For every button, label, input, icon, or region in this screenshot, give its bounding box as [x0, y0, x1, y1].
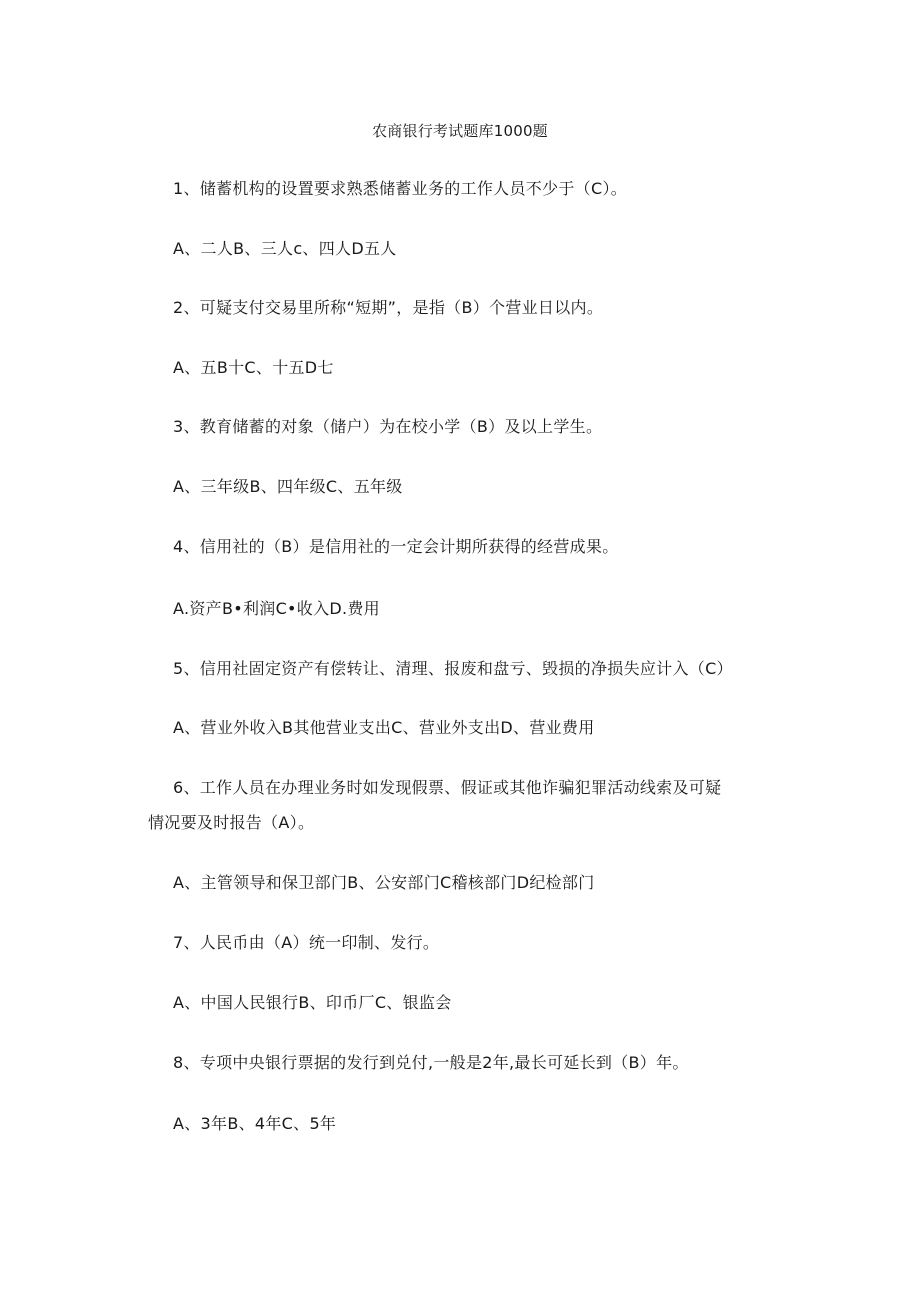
question-7: 7、人民币由（A）统一印制、发行。 [173, 933, 440, 952]
options-1: A、二人B、三人c、四人D五人 [173, 239, 397, 258]
question-3: 3、教育储蓄的对象（储户）为在校小学（B）及以上学生。 [173, 417, 603, 436]
options-7: A、中国人民银行B、印币厂C、银监会 [173, 993, 452, 1012]
question-6: 6、工作人员在办理业务时如发现假票、假证或其他诈骗犯罪活动线索及可疑 [173, 778, 722, 797]
options-8: A、3年B、4年C、5年 [173, 1114, 337, 1133]
options-5: A、营业外收入B其他营业支出C、营业外支出D、营业费用 [173, 718, 595, 737]
question-8: 8、专项中央银行票据的发行到兑付,一般是2年,最长可延长到（B）年。 [173, 1053, 689, 1072]
question-4: 4、信用社的（B）是信用社的一定会计期所获得的经营成果。 [173, 537, 619, 556]
document-title: 农商银行考试题库1000题 [372, 122, 548, 140]
question-5: 5、信用社固定资产有偿转让、清理、报废和盘亏、毁损的净损失应计入（C） [173, 659, 733, 678]
options-2: A、五B十C、十五D七 [173, 358, 334, 377]
options-6: A、主管领导和保卫部门B、公安部门C稽核部门D纪检部门 [173, 873, 595, 892]
options-3: A、三年级B、四年级C、五年级 [173, 477, 403, 496]
question-6-continued: 情况要及时报告（A）。 [148, 813, 315, 832]
question-2: 2、可疑支付交易里所称“短期”，是指（B）个营业日以内。 [173, 298, 604, 317]
options-4: A.资产B•利润C•收入D.费用 [173, 599, 380, 618]
question-1: 1、储蓄机构的设置要求熟悉储蓄业务的工作人员不少于（C）。 [173, 179, 628, 198]
